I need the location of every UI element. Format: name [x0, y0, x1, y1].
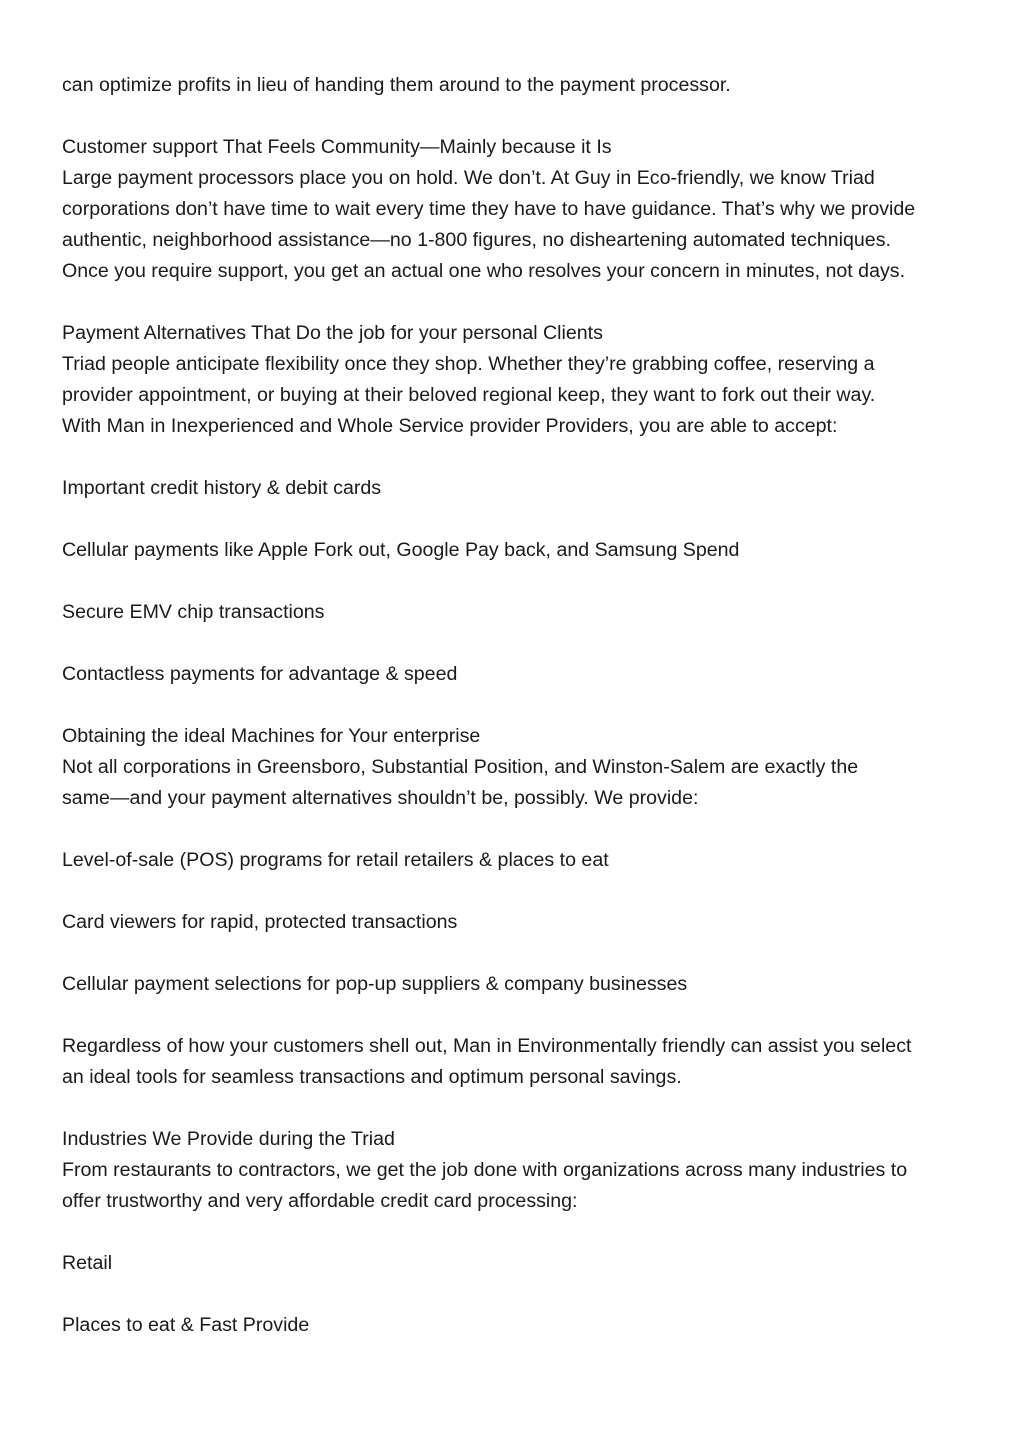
- blank-line: [62, 1000, 972, 1031]
- section-heading-payment-alternatives: Payment Alternatives That Do the job for your personal Clients: [62, 322, 603, 344]
- section-heading-industries: Industries We Provide during the Triad: [62, 1128, 395, 1150]
- blank-line: [62, 628, 972, 659]
- blank-line: [62, 287, 972, 318]
- text-line: Once you require support, you get an actual one who resolves your concern in minutes, not days.: [62, 260, 906, 282]
- text-line: same—and your payment alternatives shouldn’t be, possibly. We provide:: [62, 787, 699, 809]
- section-heading-machines: Obtaining the ideal Machines for Your enterprise: [62, 725, 481, 747]
- section-heading-customer-support: Customer support That Feels Community—Mainly because it Is: [62, 136, 612, 158]
- text-line: an ideal tools for seamless transactions and optimum personal savings.: [62, 1066, 682, 1088]
- list-item: Retail: [62, 1252, 113, 1274]
- blank-line: [62, 938, 972, 969]
- text-line: authentic, neighborhood assistance—no 1-800 figures, no disheartening automated techniques.: [62, 229, 891, 251]
- blank-line: [62, 101, 972, 132]
- blank-line: [62, 690, 972, 721]
- blank-line: [62, 504, 972, 535]
- blank-line: [62, 442, 972, 473]
- text-line: Triad people anticipate flexibility once they shop. Whether they’re grabbing coffee, reserving a: [62, 353, 875, 375]
- text-line: corporations don’t have time to wait every time they have to have guidance. That’s why we provide: [62, 198, 916, 220]
- blank-line: [62, 1279, 972, 1310]
- text-line: With Man in Inexperienced and Whole Service provider Providers, you are able to accept:: [62, 415, 838, 437]
- list-item: Places to eat & Fast Provide: [62, 1314, 310, 1336]
- list-item: Important credit history & debit cards: [62, 477, 382, 499]
- blank-line: [62, 1217, 972, 1248]
- list-item: Card viewers for rapid, protected transactions: [62, 911, 458, 933]
- list-item: Level-of-sale (POS) programs for retail retailers & places to eat: [62, 849, 609, 871]
- list-item: Cellular payment selections for pop-up suppliers & company businesses: [62, 973, 688, 995]
- text-line: Regardless of how your customers shell out, Man in Environmentally friendly can assist you select: [62, 1035, 912, 1057]
- blank-line: [62, 876, 972, 907]
- text-line: From restaurants to contractors, we get the job done with organizations across many industries to: [62, 1159, 908, 1181]
- list-item: Contactless payments for advantage & speed: [62, 663, 458, 685]
- blank-line: [62, 1093, 972, 1124]
- text-line: provider appointment, or buying at their beloved regional keep, they want to fork out their way.: [62, 384, 876, 406]
- text-line: can optimize profits in lieu of handing them around to the payment processor.: [62, 74, 731, 96]
- blank-line: [62, 566, 972, 597]
- text-line: offer trustworthy and very affordable credit card processing:: [62, 1190, 578, 1212]
- text-line: Large payment processors place you on hold. We don’t. At Guy in Eco-friendly, we know Triad: [62, 167, 875, 189]
- list-item: Cellular payments like Apple Fork out, Google Pay back, and Samsung Spend: [62, 539, 740, 561]
- document-page: [62, 70, 972, 1341]
- text-line: Not all corporations in Greensboro, Substantial Position, and Winston-Salem are exactly the: [62, 756, 859, 778]
- list-item: Secure EMV chip transactions: [62, 601, 325, 623]
- blank-line: [62, 814, 972, 845]
